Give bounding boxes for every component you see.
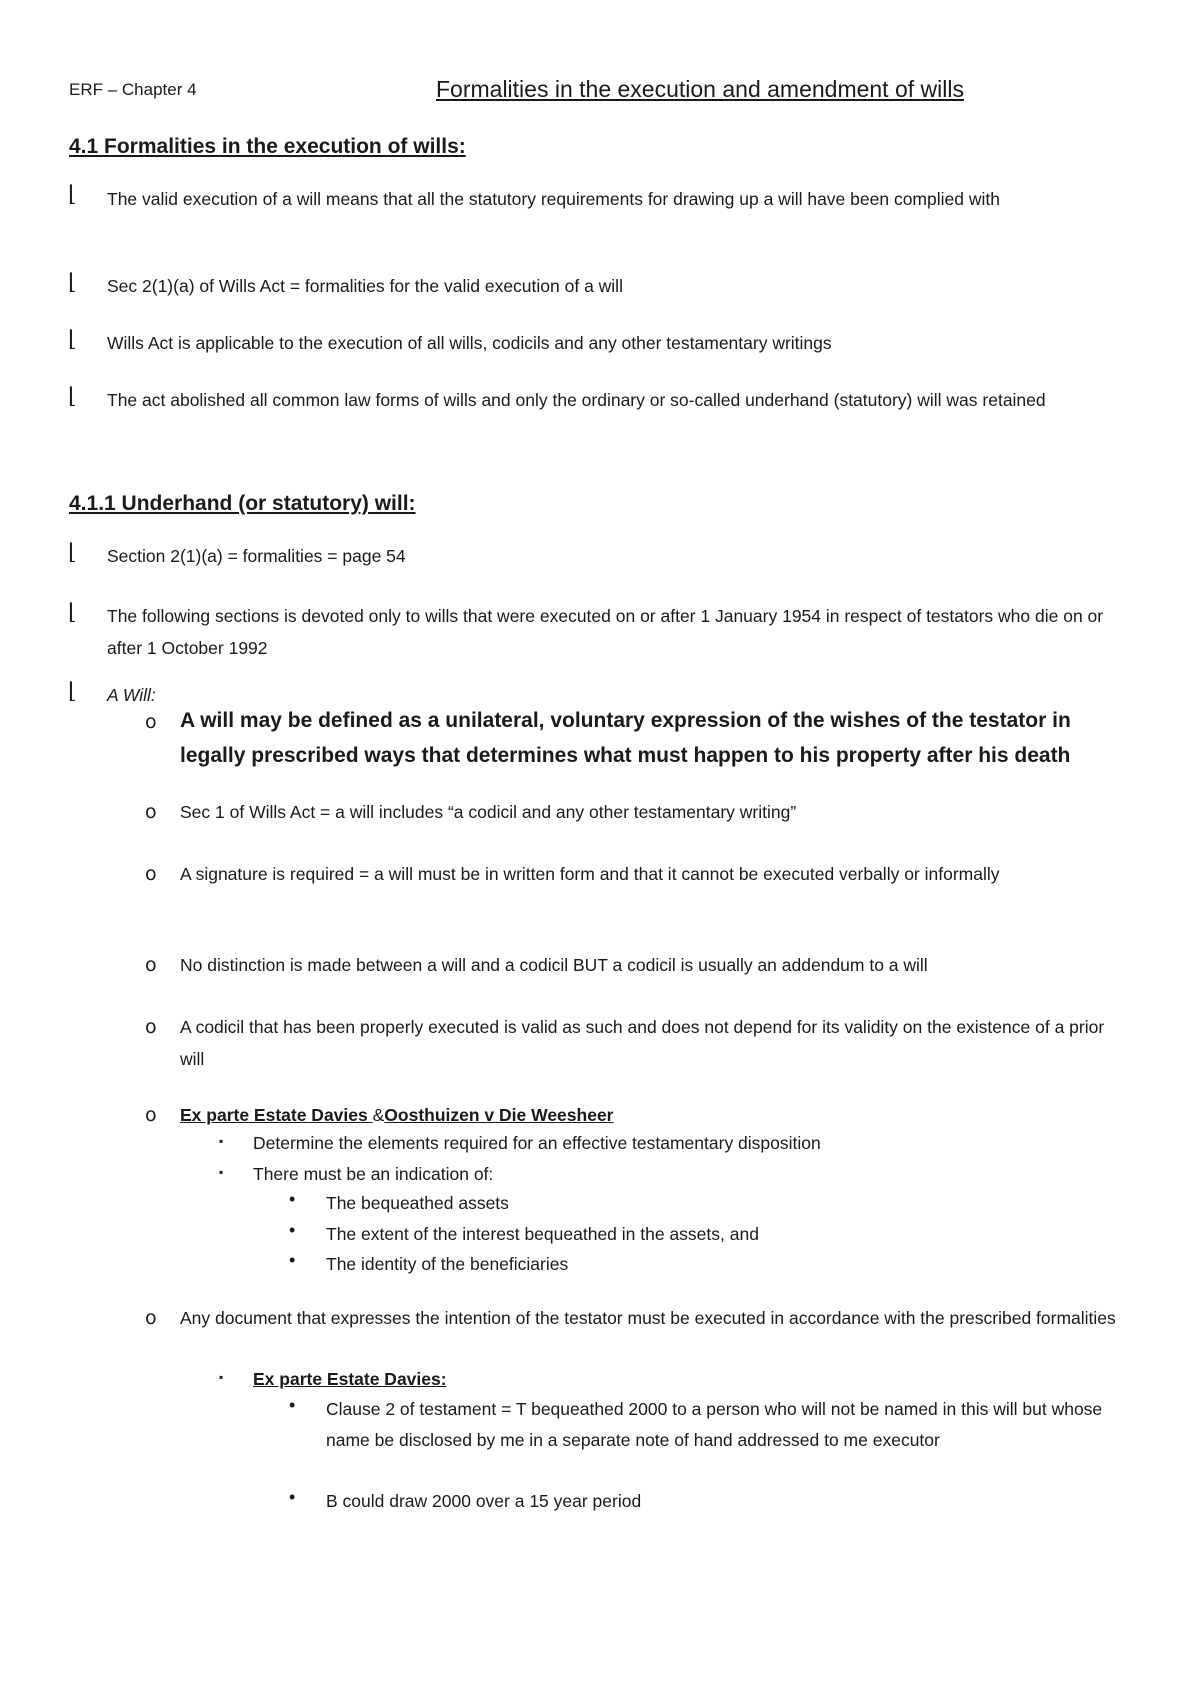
bullet-marker: ⌊	[68, 182, 77, 207]
sub-bullet-marker: o	[145, 954, 157, 976]
sub-bullet-marker: o	[145, 801, 157, 823]
will-definition: A will may be defined as a unilateral, voluntary expression of the wishes of the testator in legally prescribed ways that determines what must happen to his property after his death	[180, 709, 1071, 767]
bullet-marker: ⌊	[68, 540, 77, 565]
sub-bullet-text: A codicil that has been properly executed is valid as such and does not depend for its validity on the existence of a prior will	[180, 1017, 1105, 1069]
bullet-text: Wills Act is applicable to the execution of all wills, codicils and any other testamentary writings	[107, 333, 832, 353]
indication-item: The bequeathed assets	[326, 1193, 509, 1213]
bullet-marker: ⌊	[68, 270, 77, 295]
bullet-text: The valid execution of a will means that all the statutory requirements for drawing up a will have been complied with	[107, 189, 1000, 209]
case-name-oosthuizen: Oosthuizen v Die Weesheer	[384, 1105, 614, 1125]
indication-item: The identity of the beneficiaries	[326, 1254, 569, 1274]
bullet-marker: ⌊	[68, 384, 77, 409]
page-title: Formalities in the execution and amendment of wills	[436, 76, 964, 102]
bullet-text: The act abolished all common law forms of wills and only the ordinary or so-called underhand (statutory) will was retained	[107, 390, 1046, 410]
bullet-marker: ⌊	[68, 600, 77, 625]
dot-bullet-marker: •	[289, 1487, 296, 1507]
davies-item: Clause 2 of testament = T bequeathed 2000 to a person who will not be named in this will but whose name be disclosed by me in a separate note of hand addressed to me executor	[326, 1399, 1103, 1450]
section-heading-4-1-1: 4.1.1 Underhand (or statutory) will:	[69, 492, 416, 515]
chapter-label: ERF – Chapter 4	[69, 80, 197, 99]
indication-item: The extent of the interest bequeathed in the assets, and	[326, 1224, 759, 1244]
square-bullet-marker: ▪	[219, 1370, 224, 1384]
sub-bullet-marker: o	[145, 863, 157, 885]
bullet-text: Sec 2(1)(a) of Wills Act = formalities for the valid execution of a will	[107, 276, 623, 296]
section-heading-4-1: 4.1 Formalities in the execution of wills:	[69, 135, 466, 158]
case-point: There must be an indication of:	[253, 1164, 494, 1184]
sub-bullet-marker: o	[145, 1016, 157, 1038]
case-ampersand: &	[372, 1105, 385, 1125]
bullet-marker: ⌊	[68, 327, 77, 352]
square-bullet-marker: ▪	[219, 1134, 224, 1148]
sub-bullet-text: Any document that expresses the intention of the testator must be executed in accordance with the prescribed formalities	[180, 1308, 1116, 1328]
sub-bullet-marker: o	[145, 711, 157, 733]
dot-bullet-marker: •	[289, 1220, 296, 1240]
dot-bullet-marker: •	[289, 1250, 296, 1270]
sub-bullet-text: Sec 1 of Wills Act = a will includes “a codicil and any other testamentary writing”	[180, 802, 797, 822]
davies-item: B could draw 2000 over a 15 year period	[326, 1491, 642, 1511]
bullet-text: The following sections is devoted only to wills that were executed on or after 1 January 1954 in respect of testators who die on or after 1 October 1992	[107, 606, 1104, 658]
dot-bullet-marker: •	[289, 1189, 296, 1209]
bullet-text: Section 2(1)(a) = formalities = page 54	[107, 546, 406, 566]
sub-bullet-text: No distinction is made between a will and a codicil BUT a codicil is usually an addendum to a will	[180, 955, 928, 975]
case-name-davies: Ex parte Estate Davies	[180, 1105, 373, 1125]
case-heading	[180, 1099, 1120, 1131]
davies-heading: Ex parte Estate Davies:	[253, 1369, 447, 1389]
sub-bullet-marker: o	[145, 1104, 157, 1126]
square-bullet-marker: ▪	[219, 1165, 224, 1179]
dot-bullet-marker: •	[289, 1395, 296, 1415]
bullet-marker: ⌊	[68, 679, 77, 704]
sub-bullet-text: A signature is required = a will must be in written form and that it cannot be executed verbally or informally	[180, 864, 1000, 884]
sub-bullet-marker: o	[145, 1307, 157, 1329]
case-point: Determine the elements required for an effective testamentary disposition	[253, 1133, 821, 1153]
bullet-text-a-will: A Will:	[107, 685, 156, 705]
